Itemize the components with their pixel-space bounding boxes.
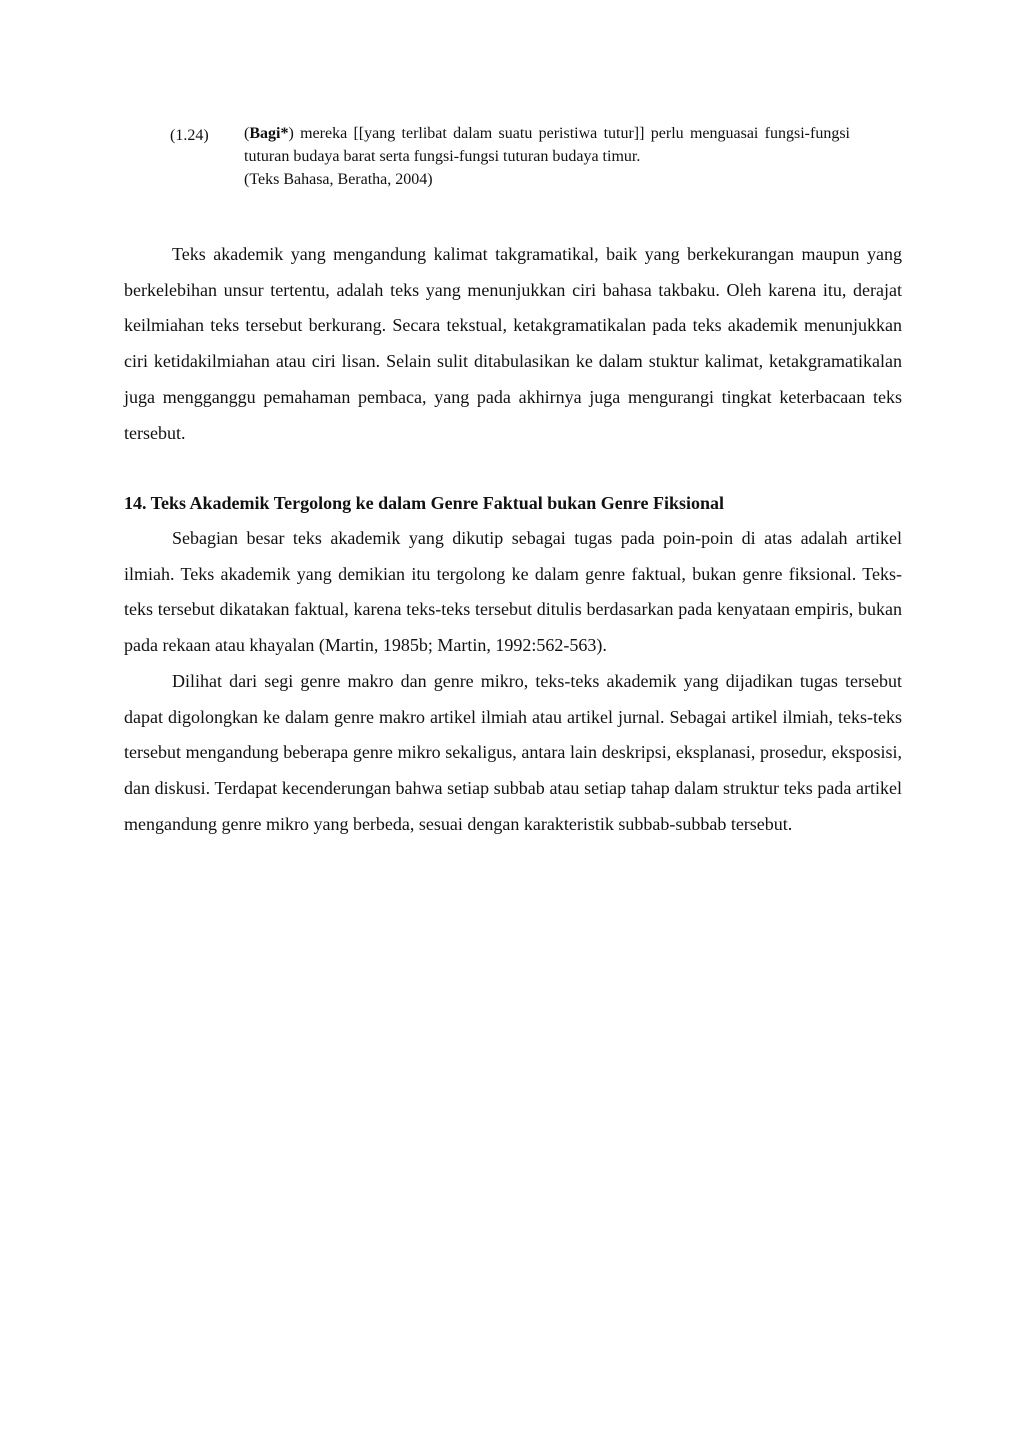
example-text (244, 122, 850, 191)
section-heading: 14. Teks Akademik Tergolong ke dalam Genre Faktual bukan Genre Fiksional (124, 493, 724, 513)
section-paragraph: Sebagian besar teks akademik yang dikutip sebagai tugas pada poin-poin di atas adalah artikel ilmiah. Teks akademik yang demikian itu tergolong ke dalam genre faktual, bukan genre fiksional. Teks-teks tersebut dikatakan faktual, karena teks-teks tersebut ditulis berdasarkan pada kenyataan empiris, bukan pada rekaan atau khayalan (Martin, 1985b; Martin, 1992:562-563). (124, 528, 902, 656)
example-text-rest: ) mereka [[yang terlibat dalam suatu peristiwa tutur]] perlu menguasai fungsi-fungsi tuturan budaya barat serta fungsi-fungsi tuturan budaya timur. (244, 125, 850, 165)
section-paragraph: Dilihat dari segi genre makro dan genre mikro, teks-teks akademik yang dijadikan tugas tersebut dapat digolongkan ke dalam genre makro artikel ilmiah atau artikel jurnal. Sebagai artikel ilmiah, teks-teks tersebut mengandung beberapa genre mikro sekaligus, antara lain deskripsi, eksplanasi, prosedur, eksposisi, dan diskusi. Terdapat kecenderungan bahwa setiap subbab atau setiap tahap dalam struktur teks pada artikel mengandung genre mikro yang berbeda, sesuai dengan karakteristik subbab-subbab tersebut. (124, 670, 902, 834)
body-paragraph-group (124, 237, 902, 451)
body-paragraph: Teks akademik yang mengandung kalimat takgramatikal, baik yang berkekurangan maupun yang berkelebihan unsur tertentu, adalah teks yang menunjukkan ciri bahasa takbaku. Oleh karena itu, derajat keilmiahan teks tersebut berkurang. Secara tekstual, ketakgramatikalan pada teks akademik menunjukkan ciri ketidakilmiahan atau ciri lisan. Selain sulit ditabulasikan ke dalam stuktur kalimat, ketakgramatikalan juga mengganggu pemahaman pembaca, yang pada akhirnya juga mengurangi tingkat keterbacaan teks tersebut. (124, 244, 902, 443)
example-open-paren: ( (244, 125, 250, 142)
section-body (124, 521, 902, 842)
example-number: (1.24) (170, 127, 209, 144)
example-source: (Teks Bahasa, Beratha, 2004) (244, 171, 433, 188)
example-bold-word: Bagi* (249, 125, 289, 142)
